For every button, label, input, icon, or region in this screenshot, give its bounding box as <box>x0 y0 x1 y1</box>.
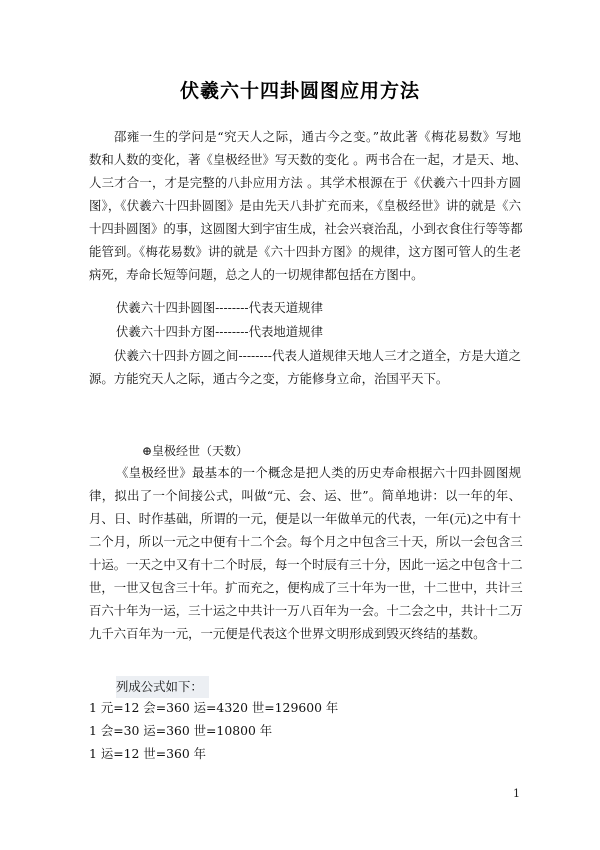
combined-rule-paragraph <box>89 344 521 390</box>
text-line: 数和人数的变化，著《皇极经世》写天数的变化 。两书合在一起，才是天、地、 <box>89 152 527 167</box>
circle-rule-line: 伏羲六十四卦圆图--------代表天道规律 <box>116 300 323 315</box>
text-line: 世，一世又包含三十年。扩而充之，便构成了三十年为一世，十二世中，共计三 <box>89 580 523 595</box>
text-line: 百六十年为一运，三十运之中共计一万八百年为一会。十二会之中，共计十二万 <box>89 603 523 618</box>
huangji-paragraph <box>89 461 521 645</box>
text-line: 能管到。《梅花易数》讲的就是《六十四卦方图》的规律，这方图可管人的生老 <box>89 244 521 259</box>
text-line: 病死，寿命长短等问题，总之人的一切规律都包括在方图中。 <box>89 267 424 282</box>
text-line: 月、日、时作基础，所谓的一元，便是以一年做单元的代表，一年(元)之中有十 <box>89 511 521 526</box>
intro-paragraph <box>89 125 527 286</box>
section-heading: ⊕皇极经世（天数） <box>142 444 249 458</box>
formula-line: 1 元=12 会=360 运=4320 世=129600 年 <box>89 700 339 715</box>
formula-line: 1 运=12 世=360 年 <box>89 746 207 761</box>
text-line: 九千六百年为一元，一元便是代表这个世界文明形成到毁灭终结的基数。 <box>89 626 486 641</box>
text-line: 邵雍一生的学问是“究天人之际，通古今之变。”故此著《梅花易数》写地 <box>114 129 521 144</box>
formula-label: 列成公式如下： <box>116 676 209 698</box>
text-line: 图》，《伏羲六十四卦圆图》是由先天八卦扩充而来，《皇极经世》讲的就是《六 <box>89 198 521 213</box>
text-line: 十运。一天之中又有十二个时辰，每一个时辰有三十分，因此一运之中包含十二 <box>89 557 523 572</box>
text-line: 律，拟出了一个间接公式，叫做“元、会、运、世”。简单地讲：以一年的年、 <box>89 488 521 503</box>
page-number: 1 <box>513 787 520 800</box>
text-line: 伏羲六十四卦方圆之间--------代表人道规律天地人三才之道全，方是大道之 <box>114 348 521 363</box>
formula-line: 1 会=30 运=360 世=10800 年 <box>89 723 273 738</box>
text-line: 《皇极经世》最基本的一个概念是把人类的历史寿命根据六十四卦圆图规 <box>116 465 521 480</box>
square-rule-line: 伏羲六十四卦方图--------代表地道规律 <box>116 324 323 339</box>
page-title: 伏羲六十四卦圆图应用方法 <box>179 80 420 102</box>
text-line: 十四卦圆图》的事，这圆图大到宇宙生成，社会兴衰治乱，小到衣食住行等等都 <box>89 221 523 236</box>
text-line: 二个月，所以一元之中便有十二个会。每个月之中包含三十天，所以一会包含三 <box>89 534 523 549</box>
text-line: 人三才合一，才是完整的八卦应用方法 。其学术根源在于《伏羲六十四卦方圆 <box>89 175 521 190</box>
text-line: 源。方能究天人之际，通古今之变，方能修身立命，治国平天下。 <box>89 371 449 386</box>
